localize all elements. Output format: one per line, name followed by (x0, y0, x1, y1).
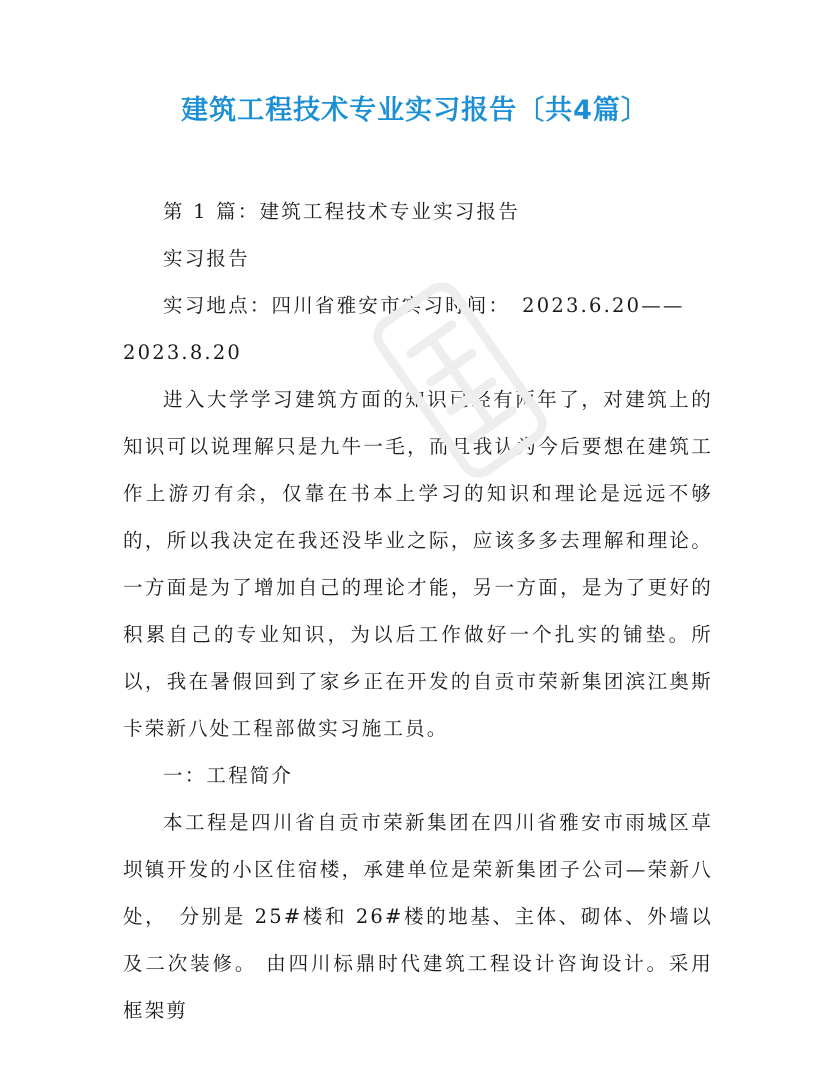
document-body (123, 188, 713, 1034)
location-time-line: 实习地点：四川省雅安市实习时间： 2023.6.20—— (163, 294, 685, 317)
project-overview-paragraph: 本工程是四川省自贡市荣新集团在四川省雅安市雨城区草坝镇开发的小区住宿楼，承建单位是荣新集团子公司—荣新八处， 分别是 25#楼和 26#楼的地基、主体、砌体、外墙以及二次装修。 由四川标鼎时代建筑工程设计咨询设计。采用框架剪 (123, 811, 713, 1022)
project-overview-heading: 一：工程简介 (163, 764, 294, 787)
intro-paragraph: 进入大学学习建筑方面的知识已经有两年了，对建筑上的知识可以说理解只是九牛一毛，而且我认为今后要想在建筑工作上游刃有余，仅靠在书本上学习的知识和理论是远远不够的，所以我决定在我还没毕业之际，应该多多去理解和理论。一方面是为了增加自己的理论才能，另一方面，是为了更好的积累自己的专业知识，为以后工作做好一个扎实的铺垫。所以，我在暑假回到了家乡正在开发的自贡市荣新集团滨江奥斯卡荣新八处工程部做实习施工员。 (123, 388, 713, 740)
report-heading: 实习报告 (163, 247, 250, 270)
document-title: 建筑工程技术专业实习报告〔共4篇〕 (181, 95, 649, 126)
section-heading: 第 1 篇：建筑工程技术专业实习报告 (163, 200, 520, 223)
end-date-line: 2023.8.20 (123, 341, 243, 364)
